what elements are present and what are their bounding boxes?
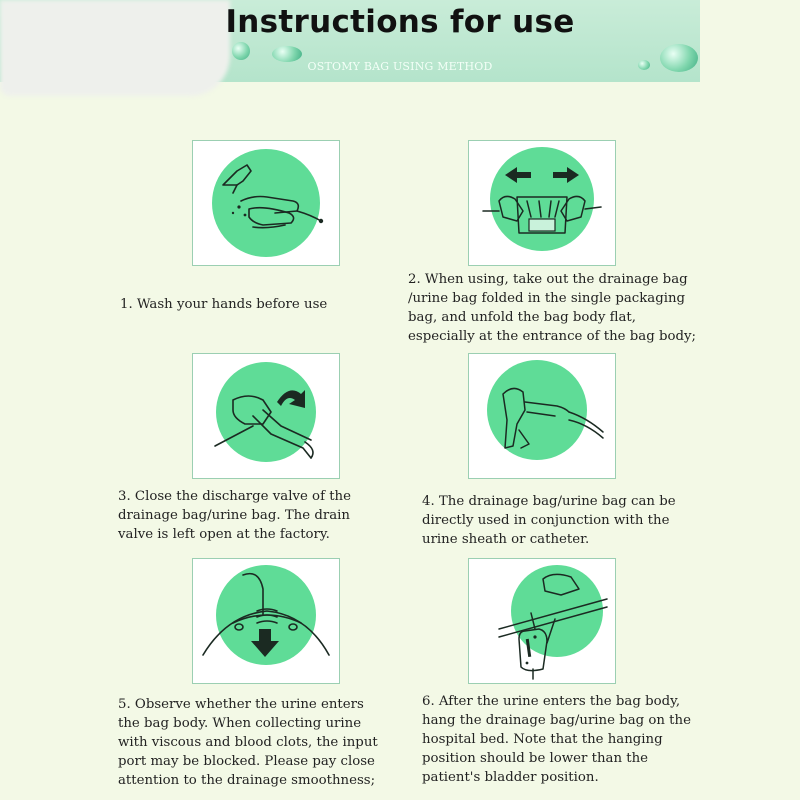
- step-2-illustration: [468, 140, 616, 266]
- step-4-text: 4. The drainage bag/urine bag can be directly used in conjunction with the urine sheath or catheter.: [422, 494, 676, 547]
- water-drop-icon: [638, 60, 650, 70]
- step-1-text: 1. Wash your hands before use: [120, 297, 328, 312]
- hang-bag-icon: [469, 559, 615, 683]
- step-4-illustration: [468, 353, 616, 479]
- page-title: Instructions for use: [225, 4, 575, 40]
- step-6-illustration: [468, 558, 616, 684]
- step-3-illustration: [192, 353, 340, 479]
- step-3-text: 3. Close the discharge valve of the drainage bag/urine bag. The drain valve is left open at the factory.: [118, 489, 351, 542]
- unfold-bag-icon: [469, 141, 615, 265]
- urine-flow-icon: [193, 559, 339, 683]
- water-drop-icon: [232, 42, 250, 60]
- step-1-illustration: [192, 140, 340, 266]
- close-valve-icon: [193, 354, 339, 478]
- step-5-text: 5. Observe whether the urine enters the bag body. When collecting urine with viscous and blood clots, the input port may be blocked. Please pay close attention to the drainage smoothness;: [118, 697, 378, 788]
- hand-washing-icon: [193, 141, 339, 265]
- step-6-text: 6. After the urine enters the bag body, hang the drainage bag/urine bag on the hospital bed. Note that the hanging position should be lower than the patient's bladder position.: [422, 694, 691, 785]
- step-2-text: 2. When using, take out the drainage bag /urine bag folded in the single packaging bag, and unfold the bag body flat, especially at the entrance of the bag body;: [408, 272, 696, 344]
- step-5-illustration: [192, 558, 340, 684]
- water-drop-icon: [660, 44, 698, 72]
- connect-catheter-icon: [469, 354, 615, 478]
- page-subtitle: OSTOMY BAG USING METHOD: [307, 60, 493, 73]
